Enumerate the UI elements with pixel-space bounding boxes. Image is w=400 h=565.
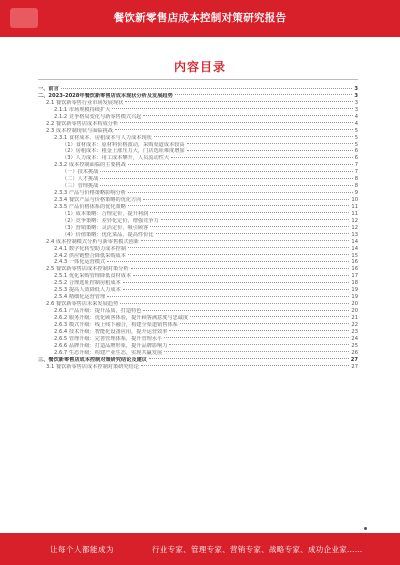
toc-page-number: 20 (351, 308, 358, 314)
toc-page-number: 19 (351, 287, 358, 294)
toc-page-number: 20 (351, 301, 358, 308)
toc-entry[interactable] (38, 162, 358, 169)
toc-entry[interactable] (38, 211, 358, 218)
toc-entry-title: 2.3.2 成本控制面临的主要挑战 (54, 162, 126, 169)
toc-entry-title: （1）成本策略：合理定价，提升利润 (62, 210, 149, 217)
toc-page-number: 19 (351, 294, 358, 301)
toc-leader-dots (169, 344, 349, 345)
report-title: 餐饮新零售店成本控制对策研究报告 (113, 12, 287, 24)
toc-entry-title: 2.6.2 服务升级：优化顾客体验，提升顾客满意度与忠诚度 (54, 314, 189, 321)
toc-page-number: 15 (351, 252, 358, 259)
toc-entry-title: 2.4 成本控制模式分析与新零售模式创新 (46, 238, 139, 245)
toc-entry-title: （二）人才挑战 (62, 176, 99, 183)
toc-entry[interactable] (38, 253, 358, 260)
toc-entry[interactable] (38, 197, 358, 204)
toc-leader-dots (128, 247, 349, 248)
toc-entry[interactable] (38, 135, 358, 142)
toc-leader-dots (131, 268, 350, 269)
toc-entry-title: 2.2 餐饮新零售店成本构成分析 (46, 120, 119, 127)
toc-page-number: 12 (351, 224, 358, 231)
toc-leader-dots (143, 115, 352, 116)
toc-entry[interactable] (38, 266, 358, 273)
page-marker (364, 527, 367, 530)
toc-leader-dots (187, 150, 353, 151)
toc-leader-dots (115, 129, 353, 130)
toc-heading: 内容目录 (173, 60, 226, 74)
toc-leader-dots (120, 122, 353, 123)
toc-entry-title: 2.5.4 精细化运营管理 (54, 294, 106, 301)
footer-banner (0, 533, 400, 565)
toc-page-number: 24 (351, 335, 358, 342)
toc-page-number: 11 (351, 203, 358, 210)
toc-page-number: 27 (351, 363, 358, 370)
toc-entry[interactable] (38, 148, 358, 155)
toc-entry[interactable] (38, 114, 358, 121)
toc-entry-title: 2.3.1 食材成本、房租成本与人力成本现状 (54, 134, 152, 141)
toc-entry[interactable] (38, 93, 358, 100)
toc-entry-title: （三）管理挑战 (62, 183, 99, 190)
toc-page-number: 5 (354, 127, 358, 134)
toc-leader-dots (143, 310, 349, 311)
toc-entry-title: 2.1.1 市场规模持续扩大 (54, 106, 111, 113)
toc-leader-dots (61, 88, 353, 89)
toc-page-number: 14 (351, 238, 358, 245)
toc-page-number: 8 (354, 176, 358, 183)
toc-leader-dots (128, 254, 349, 255)
toc-page-number: 17 (351, 273, 358, 280)
toc-entry[interactable] (38, 107, 358, 114)
toc-page-number: 27 (350, 356, 358, 363)
toc-entry-title: 2.6.3 模式升级：线上线下融合，构建全渠道销售体系 (54, 321, 178, 328)
toc-entry-title: 2.6.7 生态升级：构建产业生态，实现共赢发展 (54, 349, 163, 356)
toc-page-number: 22 (351, 321, 358, 328)
toc-entry[interactable] (38, 225, 358, 232)
toc-entry-title: 2.3.4 餐饮产品与价格策略的优化方向 (54, 197, 142, 203)
toc-entry-title: 2.5.1 优化采购管理降低食材成本 (54, 273, 132, 280)
toc-page-number: 5 (354, 134, 358, 141)
toc-leader-dots (154, 136, 353, 137)
toc-entry[interactable] (38, 100, 358, 107)
toc-page-number: 26 (351, 349, 358, 356)
toc-leader-dots (143, 199, 349, 200)
toc-entry-title: （1）食材成本：原材料价格波动，采购渠道成本较高 (62, 141, 185, 148)
toc-entry-title: （3）营销策略：灵活定价，吸引顾客 (62, 224, 149, 231)
toc-entry[interactable] (38, 343, 358, 350)
toc-entry-title: 2.3.3 产品与价格策略影响分析 (54, 190, 126, 197)
toc-entry-title: 三、餐饮新零售店成本控制对策研究结论及建议 (38, 356, 147, 363)
footer-tags: 行业专家、管理专家、营销专家、战略专家、成功企业家…… (152, 545, 363, 554)
toc-entry[interactable] (38, 364, 358, 371)
toc-page-number: 4 (354, 113, 358, 120)
toc-page-number: 3 (354, 92, 358, 99)
toc-entry[interactable] (38, 329, 358, 336)
footer-slogan: 让每个人都能成为 (50, 545, 114, 554)
toc-page-number: 3 (354, 86, 358, 92)
toc-entry[interactable] (38, 204, 358, 211)
toc-entry-title: 2.5 餐饮新零售店成本控制对策分析 (46, 266, 129, 273)
toc-entry[interactable] (38, 218, 358, 225)
toc-entry-title: 2.3 成本控制现状与面临挑战 (46, 127, 113, 134)
toc-page-number: 7 (354, 162, 358, 169)
toc-entry[interactable] (38, 128, 358, 135)
toc-entry[interactable] (38, 357, 358, 364)
toc-leader-dots (107, 261, 349, 262)
toc-entry-title: 2.4.3 一体化运营模式 (54, 259, 106, 266)
toc-leader-dots (128, 164, 353, 165)
toc-page-number: 9 (354, 190, 358, 197)
toc-entry-title: 2.6.4 技术升级：智能化设备应用，提升运营效率 (54, 328, 168, 335)
toc-leader-dots (171, 157, 353, 158)
toc-entry[interactable] (38, 308, 358, 315)
toc-entry-title: （一）技术挑战 (62, 169, 99, 176)
toc-entry[interactable] (38, 336, 358, 343)
toc-page-number: 7 (354, 169, 358, 176)
toc-leader-dots (161, 219, 350, 220)
toc-entry[interactable] (38, 142, 358, 149)
toc-leader-dots (150, 226, 349, 227)
toc-entry-title: （2）竞争策略：差异化定价，增强竞争力 (62, 217, 159, 224)
toc-page-number: 5 (354, 141, 358, 148)
toc-leader-dots (190, 316, 349, 317)
toc-leader-dots (164, 351, 349, 352)
toc-leader-dots (156, 233, 350, 234)
toc-page-number: 8 (354, 183, 358, 190)
toc-leader-dots (100, 185, 352, 186)
toc-leader-dots (141, 240, 349, 241)
toc-divider (38, 79, 358, 80)
toc-page-number: 4 (354, 120, 358, 127)
toc-page-number: 16 (351, 259, 358, 266)
toc-page-number: 23 (351, 328, 358, 335)
toc-leader-dots (164, 337, 349, 338)
toc-leader-dots (187, 143, 353, 144)
toc-leader-dots (175, 94, 353, 95)
toc-page-number: 14 (351, 245, 358, 252)
toc-entry-title: 2.6.6 品牌升级：打造品牌形象，提升品牌影响力 (54, 342, 168, 349)
toc-entry[interactable] (38, 232, 358, 239)
toc-page-number: 25 (351, 342, 358, 349)
header-banner (0, 0, 400, 37)
toc-leader-dots (112, 108, 352, 109)
toc-entry-title: 2.6.5 管理升级：完善管理体系，提升管理水平 (54, 335, 163, 342)
toc-leader-dots (123, 289, 350, 290)
toc-leader-dots (141, 365, 349, 366)
toc-entry[interactable] (38, 190, 358, 197)
toc-page-number: 11 (351, 210, 358, 217)
toc-entry[interactable] (38, 169, 358, 176)
toc-entry[interactable] (38, 86, 358, 93)
toc-leader-dots (125, 101, 352, 102)
toc-entry[interactable] (38, 121, 358, 128)
toc-entry-title: 2.5.3 提高人效降低人力成本 (54, 287, 121, 294)
toc-leader-dots (180, 323, 350, 324)
toc-leader-dots (150, 212, 349, 213)
toc-page-number: 10 (351, 197, 358, 203)
toc-entry[interactable] (38, 315, 358, 322)
toc-leader-dots (128, 205, 349, 206)
toc-leader-dots (128, 192, 353, 193)
toc-entry-title: 2.6 餐饮新零售店未来发展趋势 (46, 301, 119, 308)
toc-entry-title: （2）房租成本：租金上涨压力大，门店选址难度增加 (62, 148, 185, 155)
toc-page-number: 3 (354, 106, 358, 113)
toc-page-number: 21 (351, 314, 358, 321)
toc-entry-title: 2.6.1 产品升级：提升品质，打造特色 (54, 308, 142, 314)
toc-entry[interactable] (38, 239, 358, 246)
toc-page-number: 16 (351, 266, 358, 273)
toc-leader-dots (100, 178, 352, 179)
toc-page-number: 3 (354, 99, 358, 106)
toc-entry-title: 2.4.2 供应链整合降低采购成本 (54, 252, 126, 259)
toc-leader-dots (107, 296, 349, 297)
toc-entry-title: 2.1.2 竞争格局变化与新零售模式兴起 (54, 113, 142, 120)
toc-entry[interactable] (38, 246, 358, 253)
toc-entry[interactable] (38, 273, 358, 280)
toc-entry[interactable] (38, 280, 358, 287)
toc-entry-title: 一、前言 (38, 86, 59, 92)
toc-page-number: 12 (351, 217, 358, 224)
toc-page-number: 13 (351, 231, 358, 238)
toc-entry-title: 2.4.1 数字化转型助力成本控制 (54, 245, 126, 252)
toc-entry-title: 2.3.5 产品价格体系的优化策略 (54, 203, 126, 210)
toc-leader-dots (123, 282, 350, 283)
toc-page-number: 6 (354, 155, 358, 162)
toc-leader-dots (120, 303, 349, 304)
toc-entry[interactable] (38, 350, 358, 357)
toc-entry-title: （3）人力成本：用工成本攀升，人员流动性大 (62, 155, 170, 162)
toc-entry-title: 2.1 餐饮新零售行业市场发展现状 (46, 99, 124, 106)
toc-leader-dots (149, 358, 349, 359)
toc-entry[interactable] (38, 287, 358, 294)
toc-entry[interactable] (38, 322, 358, 329)
toc-entry-title: 二、2023-2028年餐饮新零售店成本现状分析及发展趋势 (38, 92, 173, 99)
toc-leader-dots (169, 330, 349, 331)
toc-entry[interactable] (38, 301, 358, 308)
toc-leader-dots (133, 275, 349, 276)
toc-entry[interactable] (38, 176, 358, 183)
toc-page-number: 18 (351, 280, 358, 287)
toc-entry[interactable] (38, 183, 358, 190)
toc-entry-title: 3.1 餐饮新零售店成本控制对策研究结论 (46, 363, 139, 370)
toc-entry[interactable] (38, 155, 358, 162)
toc-entry[interactable] (38, 259, 358, 266)
toc-leader-dots (100, 171, 352, 172)
toc-entry-title: 2.5.2 合理选址控制房租成本 (54, 280, 121, 287)
toc-entry-title: （4）价值策略：优化菜品，提高性价比 (62, 231, 154, 238)
table-of-contents (38, 86, 358, 370)
toc-entry[interactable] (38, 294, 358, 301)
toc-page-number: 6 (354, 148, 358, 155)
